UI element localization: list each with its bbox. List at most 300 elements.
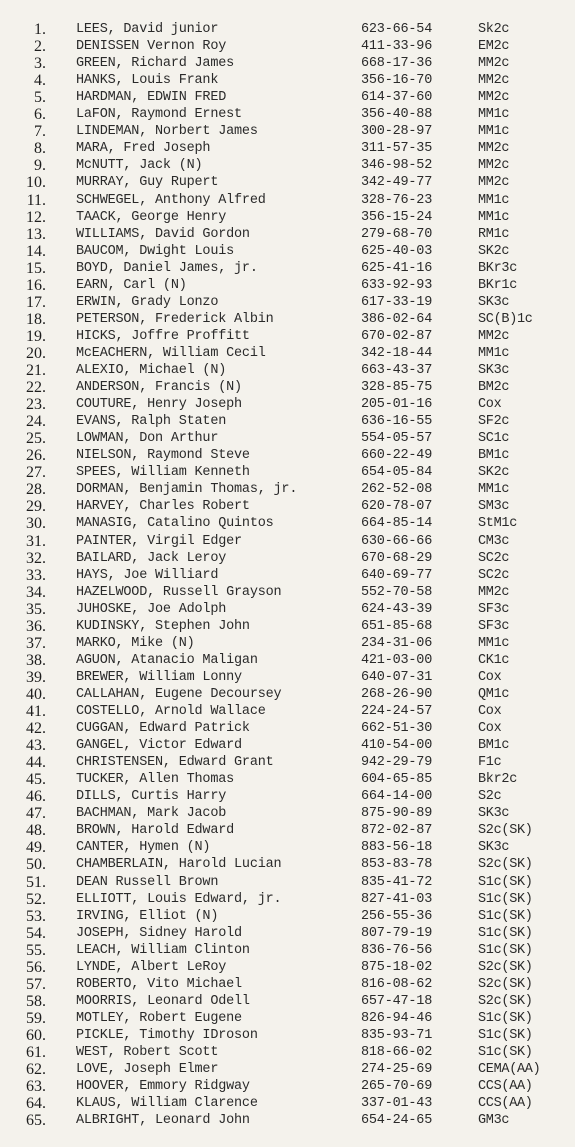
roster-number: 50. xyxy=(26,856,46,874)
roster-number: 1. xyxy=(34,21,46,38)
roster-row xyxy=(0,1095,575,1112)
service-number: 386-02-64 xyxy=(361,311,433,327)
service-number: 623-66-54 xyxy=(361,22,433,37)
rating: MM1c xyxy=(478,192,510,208)
crew-name: PETERSON, Frederick Albin xyxy=(76,311,274,327)
roster-number: 9. xyxy=(34,157,46,175)
crew-name: ELLIOTT, Louis Edward, jr. xyxy=(76,891,282,907)
roster-number: 31. xyxy=(26,532,46,550)
roster-number: 32. xyxy=(26,549,46,567)
crew-name: GANGEL, Victor Edward xyxy=(76,738,242,754)
roster-row xyxy=(0,703,575,720)
crew-name: DEAN Russell Brown xyxy=(76,874,219,890)
rating: MM2c xyxy=(478,73,510,89)
roster-number: 37. xyxy=(26,634,46,652)
roster-number: 64. xyxy=(26,1095,46,1113)
crew-name: LaFON, Raymond Ernest xyxy=(76,107,242,123)
roster-number: 55. xyxy=(26,941,46,959)
crew-name: LEACH, William Clinton xyxy=(76,942,250,958)
rating: MM2c xyxy=(478,328,510,344)
crew-name: ALEXIO, Michael (N) xyxy=(76,363,227,378)
service-number: 279-68-70 xyxy=(361,226,433,242)
rating: S1c(SK) xyxy=(478,942,533,958)
crew-name: NIELSON, Raymond Steve xyxy=(76,448,250,464)
rating: SC1c xyxy=(478,431,510,447)
service-number: 633-92-93 xyxy=(361,277,433,293)
crew-name: WEST, Robert Scott xyxy=(76,1045,219,1060)
roster-row xyxy=(0,856,575,873)
rating: CM3c xyxy=(478,533,510,549)
service-number: 356-16-70 xyxy=(361,73,433,89)
roster-number: 11. xyxy=(26,191,46,209)
rating: MM1c xyxy=(478,124,510,140)
roster-number: 24. xyxy=(26,413,46,431)
crew-name: EARN, Carl (N) xyxy=(76,277,187,293)
roster-row xyxy=(0,192,575,209)
roster-number: 65. xyxy=(26,1112,46,1130)
roster-row xyxy=(0,243,575,260)
crew-name: CANTER, Hymen (N) xyxy=(76,840,211,856)
roster-number: 34. xyxy=(26,583,46,601)
roster-number: 46. xyxy=(26,788,46,806)
service-number: 410-54-00 xyxy=(361,738,433,754)
rating: SC2c xyxy=(478,567,510,583)
service-number: 835-93-71 xyxy=(361,1027,433,1043)
crew-name: DENISSEN Vernon Roy xyxy=(76,39,227,55)
rating: SK2c xyxy=(478,465,510,481)
rating: BM1c xyxy=(478,448,510,464)
crew-name: WILLIAMS, David Gordon xyxy=(76,226,250,242)
rating: SF2c xyxy=(478,414,510,430)
roster-number: 16. xyxy=(26,276,46,294)
service-number: 942-29-79 xyxy=(361,755,433,771)
crew-name: HAZELWOOD, Russell Grayson xyxy=(76,584,282,600)
rating: SF3c xyxy=(478,618,510,634)
roster-row xyxy=(0,635,575,652)
crew-name: BAILARD, Jack Leroy xyxy=(76,550,227,566)
roster-row xyxy=(0,260,575,277)
roster-row xyxy=(0,396,575,413)
rating: S1c(SK) xyxy=(478,925,533,941)
roster-number: 52. xyxy=(26,890,46,908)
rating: StM1c xyxy=(478,516,518,532)
roster-row xyxy=(0,737,575,754)
rating: Cox xyxy=(478,721,502,737)
rating: MM1c xyxy=(478,107,510,123)
rating: S1c(SK) xyxy=(478,1045,533,1060)
crew-name: HARDMAN, EDWIN FRED xyxy=(76,90,227,106)
roster-row xyxy=(0,311,575,328)
service-number: 818-66-02 xyxy=(361,1045,433,1060)
rating: MM2c xyxy=(478,175,510,191)
crew-name: CHAMBERLAIN, Harold Lucian xyxy=(76,857,282,873)
service-number: 664-85-14 xyxy=(361,516,433,532)
roster-number: 8. xyxy=(34,140,46,158)
roster-row xyxy=(0,362,575,379)
service-number: 657-47-18 xyxy=(361,993,433,1009)
rating: BKr3c xyxy=(478,260,518,276)
crew-name: MURRAY, Guy Rupert xyxy=(76,175,219,191)
rating: S1c(SK) xyxy=(478,908,533,924)
roster-row xyxy=(0,174,575,191)
crew-name: LOWMAN, Don Arthur xyxy=(76,431,219,447)
service-number: 617-33-19 xyxy=(361,294,433,310)
rating: Bkr2c xyxy=(478,772,518,788)
rating: S2c xyxy=(478,789,502,805)
roster-row xyxy=(0,1061,575,1078)
service-number: 552-70-58 xyxy=(361,584,433,600)
rating: SK3c xyxy=(478,806,510,822)
roster-row xyxy=(0,430,575,447)
crew-name: BOYD, Daniel James, jr. xyxy=(76,260,258,276)
roster-number: 22. xyxy=(26,379,46,397)
rating: CCS(AA) xyxy=(478,1096,533,1112)
roster-row xyxy=(0,720,575,737)
rating: MM2c xyxy=(478,158,510,174)
rating: MM2c xyxy=(478,56,510,72)
roster-number: 2. xyxy=(34,38,46,56)
service-number: 337-01-43 xyxy=(361,1096,433,1112)
rating: RM1c xyxy=(478,226,510,242)
roster-row xyxy=(0,1044,575,1061)
roster-number: 48. xyxy=(26,822,46,840)
crew-name: LEES, David junior xyxy=(76,22,219,37)
roster-row xyxy=(0,839,575,856)
roster-row xyxy=(0,822,575,839)
roster-number: 18. xyxy=(26,310,46,328)
roster-row xyxy=(0,771,575,788)
roster-row xyxy=(0,294,575,311)
roster-row xyxy=(0,379,575,396)
roster-row xyxy=(0,123,575,140)
roster-row xyxy=(0,891,575,908)
crew-name: JUHOSKE, Joe Adolph xyxy=(76,601,227,617)
roster-row xyxy=(0,601,575,618)
roster-number: 58. xyxy=(26,992,46,1010)
service-number: 625-40-03 xyxy=(361,243,433,259)
crew-name: MARKO, Mike (N) xyxy=(76,635,195,651)
roster-row xyxy=(0,157,575,174)
crew-name: HICKS, Joffre Proffitt xyxy=(76,328,250,344)
roster-number: 62. xyxy=(26,1061,46,1079)
roster-number: 5. xyxy=(34,89,46,107)
service-number: 311-57-35 xyxy=(361,141,433,157)
crew-name: ROBERTO, Vito Michael xyxy=(76,976,242,992)
roster-number: 51. xyxy=(26,873,46,891)
roster-number: 40. xyxy=(26,685,46,703)
rating: S2c(SK) xyxy=(478,857,533,873)
crew-name: LINDEMAN, Norbert James xyxy=(76,124,258,140)
service-number: 620-78-07 xyxy=(361,499,433,515)
roster-number: 49. xyxy=(26,839,46,857)
roster-row xyxy=(0,669,575,686)
rating: SC2c xyxy=(478,550,510,566)
rating: S2c(SK) xyxy=(478,993,533,1009)
roster-row xyxy=(0,464,575,481)
service-number: 205-01-16 xyxy=(361,397,433,413)
roster-number: 63. xyxy=(26,1078,46,1096)
roster-row xyxy=(0,72,575,89)
crew-name: BROWN, Harold Edward xyxy=(76,823,235,839)
roster-number: 60. xyxy=(26,1026,46,1044)
roster-number: 35. xyxy=(26,600,46,618)
service-number: 640-69-77 xyxy=(361,567,433,583)
roster-number: 38. xyxy=(26,651,46,669)
crew-name: HAYS, Joe Williard xyxy=(76,567,219,583)
rating: EM2c xyxy=(478,39,510,55)
roster-number: 20. xyxy=(26,344,46,362)
crew-name: LOVE, Joseph Elmer xyxy=(76,1062,219,1078)
roster-number: 17. xyxy=(26,293,46,311)
rating: F1c xyxy=(478,755,502,771)
roster-row xyxy=(0,38,575,55)
roster-row xyxy=(0,106,575,123)
crew-name: MOORRIS, Leonard Odell xyxy=(76,993,250,1009)
roster-number: 21. xyxy=(26,362,46,379)
rating: SC(B)1c xyxy=(478,311,533,327)
service-number: 835-41-72 xyxy=(361,874,433,890)
crew-name: TAACK, George Henry xyxy=(76,209,227,225)
roster-number: 29. xyxy=(26,498,46,516)
rating: MM1c xyxy=(478,482,510,498)
roster-row xyxy=(0,976,575,993)
roster-number: 44. xyxy=(26,754,46,772)
service-number: 614-37-60 xyxy=(361,90,433,106)
service-number: 664-14-00 xyxy=(361,789,433,805)
service-number: 668-17-36 xyxy=(361,56,433,72)
crew-name: ANDERSON, Francis (N) xyxy=(76,380,242,396)
rating: SK2c xyxy=(478,243,510,259)
crew-name: CUGGAN, Edward Patrick xyxy=(76,721,250,737)
service-number: 342-18-44 xyxy=(361,345,433,361)
rating: Cox xyxy=(478,704,502,719)
roster-row xyxy=(0,754,575,771)
service-number: 660-22-49 xyxy=(361,448,433,464)
rating: Cox xyxy=(478,397,502,413)
service-number: 816-08-62 xyxy=(361,976,433,992)
crew-name: SPEES, William Kenneth xyxy=(76,465,250,481)
roster-number: 4. xyxy=(34,72,46,90)
service-number: 342-49-77 xyxy=(361,175,433,191)
service-number: 625-41-16 xyxy=(361,260,433,276)
rating: SK3c xyxy=(478,840,510,856)
rating: Sk2c xyxy=(478,22,510,37)
roster-row xyxy=(0,209,575,226)
crew-name: SCHWEGEL, Anthony Alfred xyxy=(76,192,266,208)
crew-name: HARVEY, Charles Robert xyxy=(76,499,250,515)
rating: Cox xyxy=(478,669,502,685)
roster-number: 12. xyxy=(26,208,46,226)
crew-name: MANASIG, Catalino Quintos xyxy=(76,516,274,532)
service-number: 807-79-19 xyxy=(361,925,433,941)
service-number: 268-26-90 xyxy=(361,686,433,702)
roster-row xyxy=(0,533,575,550)
roster-row xyxy=(0,277,575,294)
roster-number: 28. xyxy=(26,481,46,499)
service-number: 853-83-78 xyxy=(361,857,433,873)
crew-name: EVANS, Ralph Staten xyxy=(76,414,227,430)
roster-row xyxy=(0,652,575,669)
rating: MM1c xyxy=(478,635,510,651)
service-number: 356-40-88 xyxy=(361,107,433,123)
crew-name: PICKLE, Timothy IDroson xyxy=(76,1027,258,1043)
roster-number: 47. xyxy=(26,805,46,823)
roster-row xyxy=(0,925,575,942)
roster-number: 41. xyxy=(26,703,46,720)
rating: MM2c xyxy=(478,90,510,106)
rating: S2c(SK) xyxy=(478,823,533,839)
rating: S1c(SK) xyxy=(478,1010,533,1026)
roster-number: 30. xyxy=(26,515,46,533)
crew-name: KLAUS, William Clarence xyxy=(76,1096,258,1112)
roster-number: 3. xyxy=(34,55,46,73)
service-number: 662-51-30 xyxy=(361,721,433,737)
crew-name: COUTURE, Henry Joseph xyxy=(76,397,242,413)
roster-row xyxy=(0,1010,575,1027)
roster-number: 39. xyxy=(26,668,46,686)
service-number: 604-65-85 xyxy=(361,772,433,788)
roster-number: 36. xyxy=(26,617,46,635)
service-number: 836-76-56 xyxy=(361,942,433,958)
service-number: 654-24-65 xyxy=(361,1113,433,1129)
service-number: 651-85-68 xyxy=(361,618,433,634)
service-number: 328-76-23 xyxy=(361,192,433,208)
crew-name: DORMAN, Benjamin Thomas, jr. xyxy=(76,482,298,498)
service-number: 300-28-97 xyxy=(361,124,433,140)
rating: S1c(SK) xyxy=(478,874,533,890)
roster-number: 59. xyxy=(26,1009,46,1027)
service-number: 421-03-00 xyxy=(361,652,433,668)
roster-row xyxy=(0,498,575,515)
crew-name: KUDINSKY, Stephen John xyxy=(76,618,250,634)
rating: S2c(SK) xyxy=(478,976,533,992)
rating: MM2c xyxy=(478,141,510,157)
roster-row xyxy=(0,55,575,72)
crew-name: ALBRIGHT, Leonard John xyxy=(76,1113,250,1129)
roster-row xyxy=(0,959,575,976)
roster-number: 61. xyxy=(26,1044,46,1061)
crew-name: McEACHERN, William Cecil xyxy=(76,345,266,361)
roster-row xyxy=(0,328,575,345)
crew-name: McNUTT, Jack (N) xyxy=(76,158,203,174)
service-number: 346-98-52 xyxy=(361,158,433,174)
crew-name: CALLAHAN, Eugene Decoursey xyxy=(76,686,282,702)
crew-name: MOTLEY, Robert Eugene xyxy=(76,1010,242,1026)
service-number: 875-90-89 xyxy=(361,806,433,822)
rating: BKr1c xyxy=(478,277,518,293)
roster-number: 25. xyxy=(26,430,46,448)
rating: CEMA(AA) xyxy=(478,1062,541,1078)
roster-number: 19. xyxy=(26,327,46,345)
rating: MM1c xyxy=(478,345,510,361)
service-number: 554-05-57 xyxy=(361,431,433,447)
rating: QM1c xyxy=(478,686,510,702)
crew-name: JOSEPH, Sidney Harold xyxy=(76,925,242,941)
roster-row xyxy=(0,413,575,430)
crew-name: MARA, Fred Joseph xyxy=(76,141,211,157)
rating: MM2c xyxy=(478,584,510,600)
crew-name: AGUON, Atanacio Maligan xyxy=(76,652,258,668)
roster-row xyxy=(0,481,575,498)
crew-name: BACHMAN, Mark Jacob xyxy=(76,806,227,822)
roster-number: 6. xyxy=(34,106,46,124)
service-number: 636-16-55 xyxy=(361,414,433,430)
roster-number: 45. xyxy=(26,771,46,789)
crew-name: CHRISTENSEN, Edward Grant xyxy=(76,755,274,771)
roster-number: 33. xyxy=(26,566,46,584)
crew-name: TUCKER, Allen Thomas xyxy=(76,772,235,788)
roster-row xyxy=(0,447,575,464)
rating: SK3c xyxy=(478,294,510,310)
rating: SK3c xyxy=(478,363,510,378)
roster-number: 43. xyxy=(26,737,46,755)
roster-row xyxy=(0,788,575,805)
roster-row xyxy=(0,345,575,362)
service-number: 654-05-84 xyxy=(361,465,433,481)
roster-row xyxy=(0,805,575,822)
roster-row xyxy=(0,874,575,891)
crew-name: IRVING, Elliot (N) xyxy=(76,908,219,924)
service-number: 411-33-96 xyxy=(361,39,433,55)
service-number: 256-55-36 xyxy=(361,908,433,924)
roster-row xyxy=(0,993,575,1010)
roster-row xyxy=(0,21,575,38)
roster-number: 7. xyxy=(34,123,46,141)
roster-row xyxy=(0,515,575,532)
roster-number: 27. xyxy=(26,464,46,482)
crew-name: BAUCOM, Dwight Louis xyxy=(76,243,235,259)
service-number: 262-52-08 xyxy=(361,482,433,498)
service-number: 872-02-87 xyxy=(361,823,433,839)
crew-name: BREWER, William Lonny xyxy=(76,669,242,685)
roster-number: 13. xyxy=(26,225,46,243)
roster-row xyxy=(0,550,575,567)
service-number: 630-66-66 xyxy=(361,533,433,549)
roster-row xyxy=(0,942,575,959)
rating: BM1c xyxy=(478,738,510,754)
service-number: 274-25-69 xyxy=(361,1062,433,1078)
roster-number: 14. xyxy=(26,242,46,260)
roster-number: 23. xyxy=(26,396,46,414)
roster-number: 54. xyxy=(26,924,46,942)
crew-name: LYNDE, Albert LeRoy xyxy=(76,959,227,975)
rating: BM2c xyxy=(478,380,510,396)
service-number: 663-43-37 xyxy=(361,363,433,378)
service-number: 640-07-31 xyxy=(361,669,433,685)
rating: S1c(SK) xyxy=(478,1027,533,1043)
service-number: 234-31-06 xyxy=(361,635,433,651)
service-number: 827-41-03 xyxy=(361,891,433,907)
roster-row xyxy=(0,686,575,703)
crew-name: DILLS, Curtis Harry xyxy=(76,789,227,805)
rating: S1c(SK) xyxy=(478,891,533,907)
roster-row xyxy=(0,1027,575,1044)
roster-number: 26. xyxy=(26,447,46,465)
roster-number: 57. xyxy=(26,975,46,993)
rating: GM3c xyxy=(478,1113,510,1129)
roster-row xyxy=(0,1078,575,1095)
roster-number: 15. xyxy=(26,259,46,277)
crew-name: ERWIN, Grady Lonzo xyxy=(76,294,219,310)
roster-row xyxy=(0,140,575,157)
roster-number: 42. xyxy=(26,720,46,738)
roster-row xyxy=(0,584,575,601)
roster-row xyxy=(0,567,575,584)
service-number: 624-43-39 xyxy=(361,601,433,617)
crew-name: GREEN, Richard James xyxy=(76,56,235,72)
rating: CK1c xyxy=(478,652,510,668)
roster-row xyxy=(0,89,575,106)
